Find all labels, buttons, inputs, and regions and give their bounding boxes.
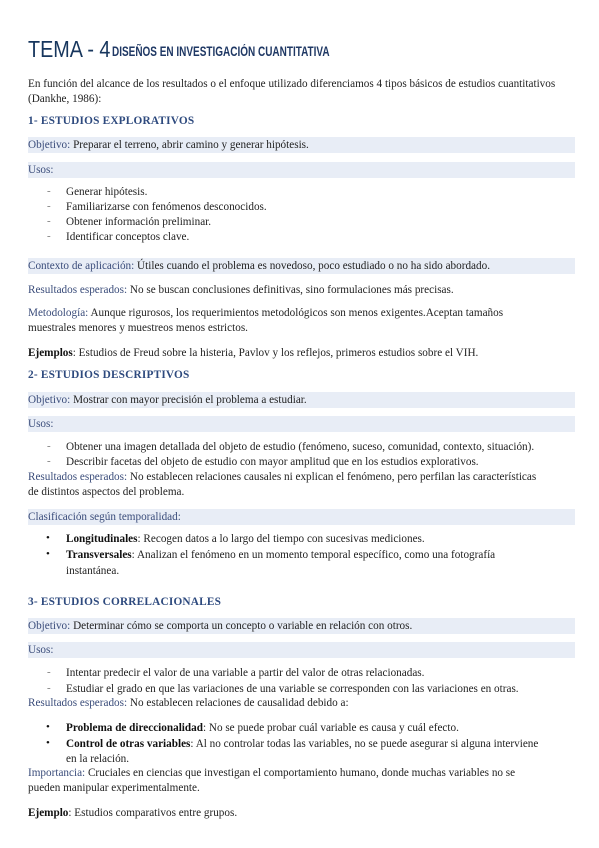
resultados-label: Resultados esperados: — [28, 284, 128, 296]
s1-objetivo — [28, 138, 580, 153]
usos-label: Usos: — [28, 164, 54, 176]
list-item-continuation: instantánea. — [66, 565, 120, 577]
usos-label: Usos: — [28, 644, 54, 656]
page-title — [28, 36, 124, 63]
resultados-text: No establecen relaciones causales ni explican el fenómeno, pero perfilan las características — [129, 471, 537, 483]
s3-objetivo — [28, 619, 580, 634]
list-item: Obtener información preliminar. — [66, 216, 212, 228]
dash-bullet: - — [47, 682, 51, 694]
dash-bullet: - — [47, 200, 51, 212]
transversales-label: Transversales — [66, 549, 132, 561]
s3-resultados — [28, 696, 580, 711]
contexto-label: Contexto de aplicación: — [28, 260, 135, 272]
ejemplos-label: Ejemplos — [28, 347, 73, 359]
longitudinales-label: Longitudinales — [66, 533, 138, 545]
dash-bullet: - — [47, 185, 51, 197]
s2-resultados-line2: de distintos aspectos del problema. — [28, 486, 185, 498]
section-3-heading: 3- ESTUDIOS CORRELACIONALES — [28, 596, 222, 608]
objetivo-text: Determinar cómo se comporta un concepto o variable en relación con otros. — [73, 620, 413, 632]
intro-paragraph: En función del alcance de los resultados o el enfoque utilizado diferenciamos 4 tipos básicos de estudios cuantitativos (Dankhe, 1986): — [28, 78, 556, 105]
resultados-text: No establecen relaciones de causalidad debido a: — [129, 697, 349, 709]
dash-bullet: - — [47, 230, 51, 242]
s3-importancia-line1 — [28, 766, 580, 781]
dash-bullet: - — [47, 666, 51, 678]
dot-bullet: • — [46, 532, 50, 544]
dash-bullet: - — [47, 215, 51, 227]
list-item — [66, 548, 581, 563]
s3-usos-label — [28, 643, 580, 658]
ejemplo-text: : Estudios comparativos entre grupos. — [68, 807, 238, 819]
s1-contexto — [28, 259, 580, 274]
objetivo-label: Objetivo: — [28, 139, 71, 151]
list-item: Identificar conceptos clave. — [66, 231, 190, 243]
s2-resultados-line1 — [28, 470, 580, 485]
section-1-heading: 1- ESTUDIOS EXPLORATIVOS — [28, 115, 195, 127]
objetivo-text: Preparar el terreno, abrir camino y generar hipótesis. — [73, 139, 309, 151]
transversales-text: : Analizan el fenómeno en un momento temporal específico, como una fotografía — [131, 549, 496, 561]
objetivo-text: Mostrar con mayor precisión el problema a estudiar. — [73, 394, 307, 406]
s2-objetivo — [28, 393, 580, 408]
s1-resultados — [28, 283, 580, 298]
dot-bullet: • — [46, 548, 50, 560]
resultados-label: Resultados esperados: — [28, 471, 128, 483]
s2-clasificacion — [28, 510, 580, 525]
control-text: : Al no controlar todas las variables, no se puede asegurar si alguna interviene — [190, 738, 539, 750]
direccionalidad-text: : No se puede probar cuál variable es causa y cuál efecto. — [202, 722, 459, 734]
dot-bullet: • — [46, 737, 50, 749]
title-main: TEMA - 4 — [28, 36, 111, 62]
s3-ejemplo — [28, 806, 580, 821]
importancia-text: Cruciales en ciencias que investigan el comportamiento humano, donde muchas variables no se — [87, 767, 516, 779]
s1-metodologia-line1 — [28, 306, 580, 321]
dash-bullet: - — [47, 440, 51, 452]
list-item: Describir facetas del objeto de estudio con mayor amplitud que en los estudios explorativos. — [66, 456, 479, 468]
list-item — [66, 532, 581, 547]
s1-ejemplos — [28, 346, 580, 361]
list-item: Familiarizarse con fenómenos desconocidos. — [66, 201, 267, 213]
clasificacion-label: Clasificación según temporalidad: — [28, 511, 181, 523]
list-item — [66, 737, 581, 752]
objetivo-label: Objetivo: — [28, 620, 71, 632]
importancia-label: Importancia: — [28, 767, 86, 779]
metodologia-label: Metodología: — [28, 307, 89, 319]
list-item: Estudiar el grado en que las variaciones de una variable se corresponden con las variaciones en otras. — [66, 683, 519, 695]
dot-bullet: • — [46, 721, 50, 733]
dash-bullet: - — [47, 455, 51, 467]
objetivo-label: Objetivo: — [28, 394, 71, 406]
resultados-label: Resultados esperados: — [28, 697, 128, 709]
s2-usos-label — [28, 417, 580, 432]
list-item: Generar hipótesis. — [66, 186, 148, 198]
longitudinales-text: : Recogen datos a lo largo del tiempo con sucesivas mediciones. — [137, 533, 425, 545]
direccionalidad-label: Problema de direccionalidad — [66, 722, 203, 734]
ejemplos-text: : Estudios de Freud sobre la histeria, Pavlov y los reflejos, primeros estudios sobre el VIH. — [72, 347, 479, 359]
s1-metodologia-line2: muestrales menores y muestreos menos estrictos. — [28, 322, 248, 334]
control-label: Control de otras variables — [66, 738, 191, 750]
metodologia-text: Aunque rigurosos, los requerimientos metodológicos son menos exigentes.Aceptan tamaños — [90, 307, 504, 319]
list-item-continuation: en la relación. — [66, 753, 130, 765]
s3-importancia-line2: pueden manipular experimentalmente. — [28, 782, 200, 794]
usos-label: Usos: — [28, 418, 54, 430]
section-2-heading: 2- ESTUDIOS DESCRIPTIVOS — [28, 369, 190, 381]
contexto-text: Útiles cuando el problema es novedoso, poco estudiado o no ha sido abordado. — [137, 260, 490, 272]
list-item — [66, 721, 581, 736]
list-item: Intentar predecir el valor de una variable a partir del valor de otras relacionadas. — [66, 667, 425, 679]
s1-usos-label — [28, 163, 580, 178]
list-item: Obtener una imagen detallada del objeto de estudio (fenómeno, suceso, comunidad, contexto, situación). — [66, 441, 535, 453]
title-subtitle: DISEÑOS EN INVESTIGACIÓN CUANTITATIVA — [112, 44, 330, 59]
ejemplo-label: Ejemplo — [28, 807, 69, 819]
resultados-text: No se buscan conclusiones definitivas, sino formulaciones más precisas. — [129, 284, 454, 296]
